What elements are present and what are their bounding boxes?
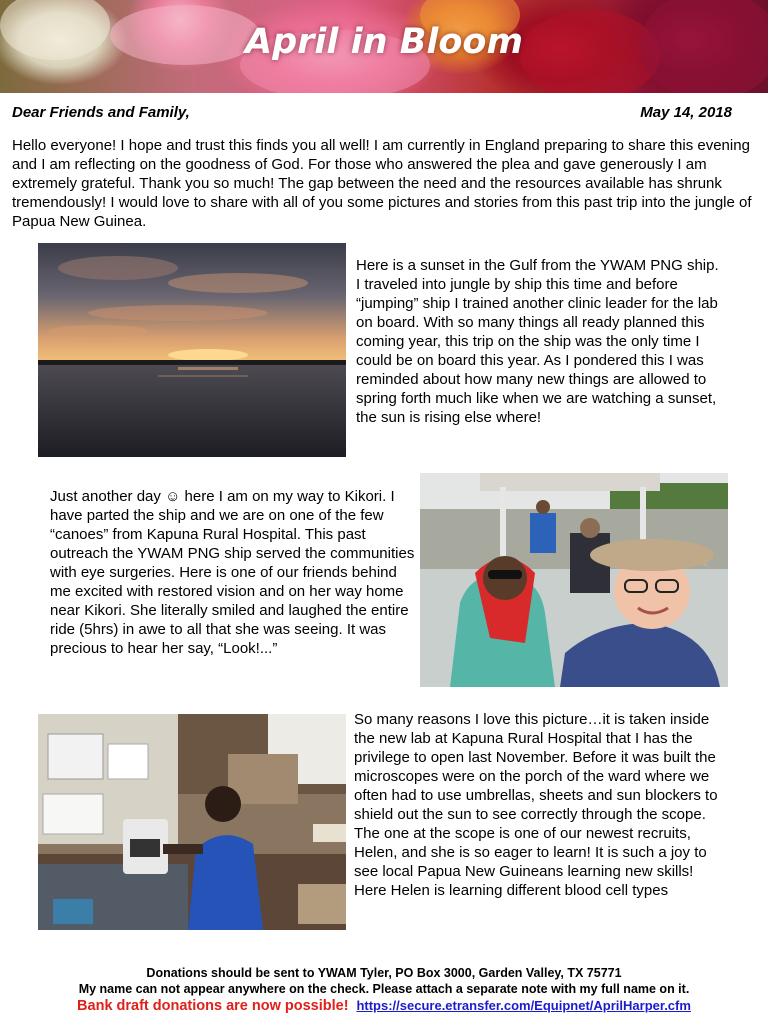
canoe-photo — [420, 473, 728, 687]
bank-draft-text: Bank draft donations are now possible! — [77, 998, 349, 1014]
sunset-image — [38, 243, 346, 457]
sunset-photo — [38, 243, 346, 457]
donation-link[interactable]: https://secure.etransfer.com/Equipnet/AprilHarper.cfm — [356, 998, 691, 1013]
header-banner — [0, 0, 768, 93]
page-title: April in Bloom — [245, 22, 523, 62]
canoe-paragraph: Just another day ☺ here I am on my way to Kikori. I have parted the ship and we are on one of the few “canoes” from Kapuna Rural Hospital. This past outreach the YWAM PNG ship served the communities with eye surgeries. Here is one of our friends behind me excited with restored vision and on her way home near Kikori. She literally smiled and laughed the entire ride (5hrs) in awe to all that she was seeing. It was precious to hear her say, “Look!...” — [50, 488, 415, 657]
donation-address: Donations should be sent to YWAM Tyler, PO Box 3000, Garden Valley, TX 75771 — [146, 966, 622, 980]
salutation: Dear Friends and Family, — [12, 104, 190, 121]
canoe-image — [420, 473, 728, 687]
lab-photo — [38, 714, 346, 930]
intro-paragraph: Hello everyone! I hope and trust this finds you all well! I am currently in England preparing to share this evening and I am reflecting on the goodness of God. For those who answered the plea and gave generously I am extremely grateful. Thank you so much! The gap between the need and the resources available has shrunk tremendously! I would love to share with all of you some pictures and stories from this past trip into the jungle of Papua New Guinea. — [12, 137, 752, 230]
sunset-paragraph: Here is a sunset in the Gulf from the YWAM PNG ship. I traveled into jungle by ship this time and before “jumping” ship I trained another clinic leader for the lab on board. With so many things all ready planned this coming year, this trip on the ship was the only time I could be on board this year. As I pondered this I was reminded about how many new things are allowed to spring forth much like when we are watching a sunset, the sun is rising else where! — [356, 257, 719, 426]
lab-paragraph: So many reasons I love this picture…it is taken inside the new lab at Kapuna Rural Hospital that I has the privilege to open last November. Before it was built the microscopes were on the porch of the ward where we often had to use umbrellas, sheets and sun blockers to shield out the sun to see correctly through the scope. The one at the scope is one of our newest recruits, Helen, and she is so eager to learn! It is such a joy to see local Papua New Guineans learning new skills! Here Helen is learning different blood cell types — [354, 711, 718, 899]
letter-date: May 14, 2018 — [640, 104, 732, 121]
bank-draft-line — [0, 997, 768, 1014]
check-note: My name can not appear anywhere on the check. Please attach a separate note with my full name on it. — [78, 982, 690, 996]
lab-image — [38, 714, 346, 930]
